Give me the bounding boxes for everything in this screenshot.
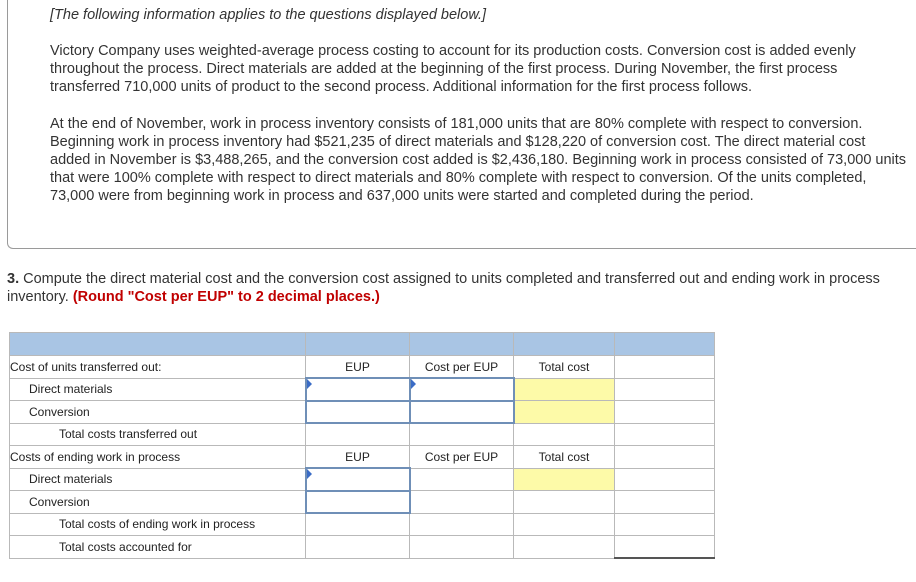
row-label-conversion: Conversion <box>10 491 306 514</box>
table-row <box>10 446 715 469</box>
empty-cell <box>514 423 615 446</box>
col-eup-label: EUP <box>306 356 410 379</box>
table-row <box>10 401 715 424</box>
empty-cell <box>306 513 410 536</box>
eup-input-transferred-dm[interactable] <box>306 378 410 401</box>
col-cost-per-eup-label: Cost per EUP <box>410 446 514 469</box>
section-transferred-title: Cost of units transferred out: <box>10 356 306 379</box>
eup-input-ending-dm[interactable] <box>306 468 410 491</box>
header-cell <box>306 333 410 356</box>
empty-cell <box>514 513 615 536</box>
header-cell <box>410 333 514 356</box>
total-cost-input-transferred-conv[interactable] <box>514 401 615 424</box>
question-text: Compute the direct material cost and the conversion cost assigned to units completed and transferred out and ending work in process inventory. <box>7 271 880 305</box>
col-eup-label: EUP <box>306 446 410 469</box>
empty-cell <box>410 423 514 446</box>
table-row <box>10 378 715 401</box>
cost-table <box>9 332 715 559</box>
header-cell <box>514 333 615 356</box>
dropdown-marker-icon <box>307 379 312 389</box>
section-ending-wip-title: Costs of ending work in process <box>10 446 306 469</box>
total-ending-wip-input[interactable] <box>615 513 715 536</box>
eup-input-ending-conv[interactable] <box>306 491 410 514</box>
paragraph-2: At the end of November, work in process inventory consists of 181,000 units that are 80% complete with respect to conversion. Beginning work in process inventory had $521,235 of direct materials and $128,220 of conversion cost. The direct material cost added in November is $3,488,265, and the conversion cost added is $2,436,180. Beginning work in process consisted of 73,000 units that were 100% complete with respect to direct materials and 80% complete with respect to conversion. Of the units completed, 73,000 were from beginning work in process and 637,000 units were started and completed during the period. <box>50 116 907 204</box>
col-total-cost-label: Total cost <box>514 446 615 469</box>
table-row <box>10 536 715 559</box>
col-cost-per-eup-label: Cost per EUP <box>410 356 514 379</box>
empty-cell <box>615 491 715 514</box>
cost-per-eup-input-transferred-conv[interactable] <box>410 401 514 424</box>
empty-cell <box>615 378 715 401</box>
row-label-direct-materials: Direct materials <box>10 378 306 401</box>
paragraph-1: Victory Company uses weighted-average process costing to account for its production costs. Conversion cost is added evenly throughout the process. Direct materials are added at the beginning of the first process. During November, the first process transferred 710,000 units of product to the second process. Additional information for the first process follows. <box>50 43 856 95</box>
row-label-total-ending-wip: Total costs of ending work in process <box>10 513 306 536</box>
table-row <box>10 423 715 446</box>
row-label-total-transferred: Total costs transferred out <box>10 423 306 446</box>
empty-cell <box>615 356 715 379</box>
row-label-conversion: Conversion <box>10 401 306 424</box>
empty-cell <box>410 536 514 559</box>
eup-input-transferred-conv[interactable] <box>306 401 410 424</box>
question-number: 3. <box>7 271 20 287</box>
row-label-direct-materials: Direct materials <box>10 468 306 491</box>
intro-note: [The following information applies to the questions displayed below.] <box>50 7 487 23</box>
row-label-total-accounted: Total costs accounted for <box>10 536 306 559</box>
table-row <box>10 468 715 491</box>
empty-cell <box>514 491 615 514</box>
empty-cell <box>615 468 715 491</box>
col-total-cost-label: Total cost <box>514 356 615 379</box>
empty-cell <box>306 536 410 559</box>
header-cell <box>10 333 306 356</box>
table-row <box>10 513 715 536</box>
dropdown-marker-icon <box>411 379 416 389</box>
empty-cell <box>410 513 514 536</box>
total-accounted-input[interactable] <box>615 536 715 559</box>
empty-cell <box>514 536 615 559</box>
table-header-row <box>10 333 715 356</box>
empty-cell <box>615 446 715 469</box>
empty-cell <box>410 491 514 514</box>
question-3 <box>7 270 912 306</box>
table-row <box>10 356 715 379</box>
table-row <box>10 491 715 514</box>
empty-cell <box>306 423 410 446</box>
total-cost-input-ending-dm[interactable] <box>514 468 615 491</box>
empty-cell <box>410 468 514 491</box>
rounding-hint: (Round "Cost per EUP" to 2 decimal places.) <box>72 289 380 305</box>
header-cell <box>615 333 715 356</box>
dropdown-marker-icon <box>307 469 312 479</box>
empty-cell <box>615 401 715 424</box>
total-transferred-input[interactable] <box>615 423 715 446</box>
cost-per-eup-input-transferred-dm[interactable] <box>410 378 514 401</box>
total-cost-input-transferred-dm[interactable] <box>514 378 615 401</box>
